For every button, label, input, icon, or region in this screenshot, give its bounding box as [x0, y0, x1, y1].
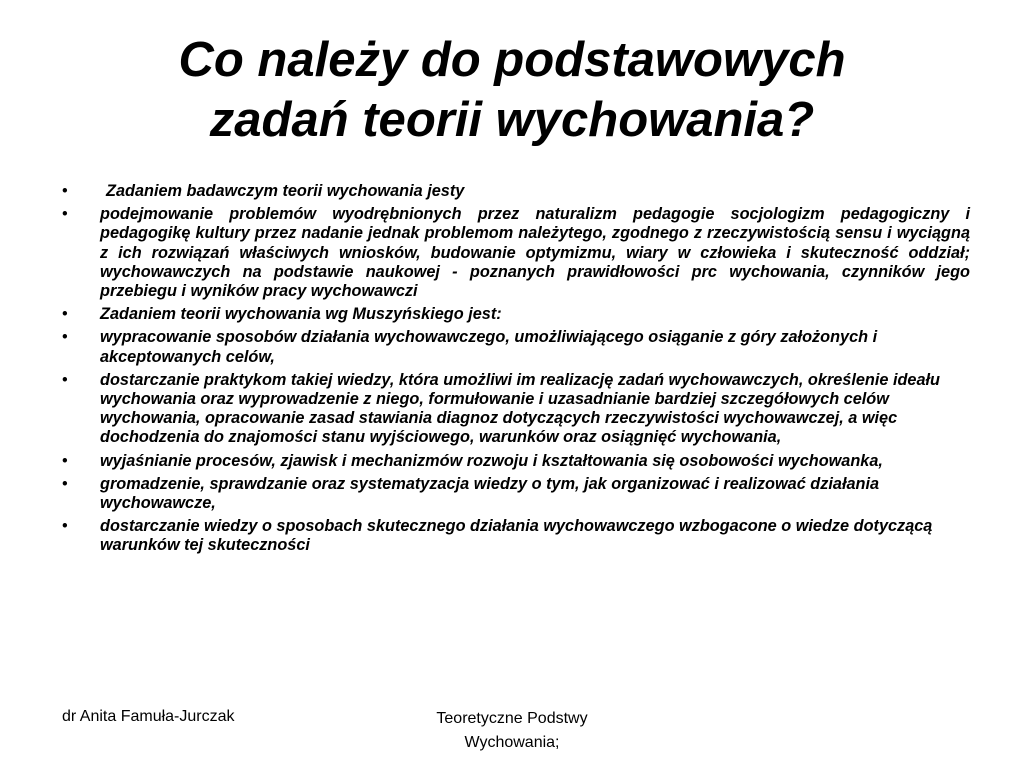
- list-item-text: Zadaniem badawczym teorii wychowania jesty: [106, 182, 465, 200]
- slide-title-line-1: Co należy do podstawowych: [178, 33, 846, 87]
- list-item-text: dostarczanie wiedzy o sposobach skutecznego działania wychowawczego wzbogacone o wiedze dotyczącą warunków tej skuteczności: [100, 517, 933, 555]
- slide-title: [40, 30, 984, 150]
- list-item-text: wyjaśnianie procesów, zjawisk i mechanizmów rozwoju i kształtowania się osobowości wychowanka,: [100, 451, 883, 470]
- list-item: [62, 205, 970, 301]
- list-item: [62, 371, 970, 448]
- list-item: [62, 517, 970, 555]
- list-item-text: podejmowanie problemów wyodrębnionych przez naturalizm pedagogie socjologizm pedagogiczny i pedagogikę kultury przez nadanie jednak problemom należytego, zgodnego z rzeczywistością sensu i wyciągną z ich rozwiązań właściwych wniosków, budowanie optymizmu, wiary w człowieka i skuteczność oddział; wychowawczych na podstawie naukowej - poznanych prawidłowości prc wychowania, czynników jego przebiegu i wyników pracy wychowawczi: [100, 205, 970, 301]
- list-item: [62, 452, 970, 471]
- bullet-list: [62, 182, 970, 560]
- list-item: [62, 328, 970, 366]
- list-item-text: Zadaniem teorii wychowania wg Muszyńskiego jest:: [100, 305, 502, 324]
- bullet-dot: •: [62, 370, 68, 389]
- list-item-text: wypracowanie sposobów działania wychowawczego, umożliwiającego osiąganie z góry założonych i akceptowanych celów,: [100, 328, 878, 366]
- bullet-dot: •: [62, 182, 68, 200]
- bullet-dot: •: [62, 474, 68, 493]
- list-item-text: gromadzenie, sprawdzanie oraz systematyzacja wiedzy o tym, jak organizować i realizować działania wychowawcze,: [100, 474, 880, 513]
- bullet-dot: •: [62, 328, 68, 347]
- bullet-dot: •: [62, 517, 68, 536]
- list-item-text: dostarczanie praktykom takiej wiedzy, która umożliwi im realizację zadań wychowawczych, określenie ideału wychowania oraz wyprowadzenie z niego, formułowanie i uzasadnianie bardziej szczegółowych celów wychowania, opracowanie zasad stawiania diagnoz dotyczących rzeczywistości wychowawczej, a więc dochodzenia do znajomości stanu wyjściowego, warunków oraz osiągnięć wychowania,: [100, 370, 941, 447]
- footer-author: dr Anita Famuła-Jurczak: [62, 708, 235, 725]
- footer-course-title: Teoretyczne Podstwy Wychowania;: [436, 710, 588, 751]
- bullet-dot: •: [62, 205, 68, 224]
- list-item: [62, 182, 970, 201]
- list-item: [62, 475, 970, 513]
- bullet-dot: •: [62, 451, 68, 470]
- bullet-dot: •: [62, 305, 68, 324]
- slide-title-line-2: zadań teorii wychowania?: [209, 93, 815, 147]
- list-item: [62, 305, 970, 324]
